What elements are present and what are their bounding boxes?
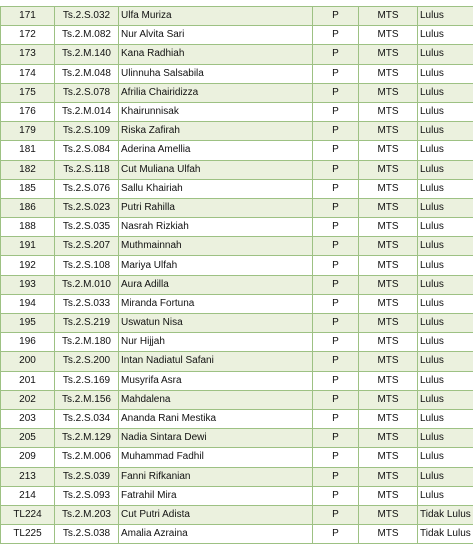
cell-gender: P [313, 83, 359, 102]
cell-school: MTS [359, 448, 418, 467]
cell-code: Ts.2.S.023 [55, 198, 119, 217]
cell-number: 195 [1, 314, 55, 333]
cell-number: 191 [1, 237, 55, 256]
cell-school: MTS [359, 256, 418, 275]
cell-number: 174 [1, 64, 55, 83]
cell-gender: P [313, 352, 359, 371]
cell-school: MTS [359, 409, 418, 428]
cell-school: MTS [359, 141, 418, 160]
cell-code: Ts.2.M.010 [55, 275, 119, 294]
cell-number: 193 [1, 275, 55, 294]
cell-gender: P [313, 26, 359, 45]
cell-gender: P [313, 45, 359, 64]
table-row [1, 83, 473, 102]
cell-number: 181 [1, 141, 55, 160]
table-row [1, 371, 473, 390]
cell-code: Ts.2.S.038 [55, 525, 119, 544]
cell-gender: P [313, 218, 359, 237]
cell-school: MTS [359, 179, 418, 198]
cell-code: Ts.2.M.006 [55, 448, 119, 467]
cell-school: MTS [359, 7, 418, 26]
cell-school: MTS [359, 352, 418, 371]
cell-name: Nasrah Rizkiah [119, 218, 313, 237]
cell-status: Tidak Lulus [418, 505, 473, 524]
cell-gender: P [313, 525, 359, 544]
cell-code: Ts.2.S.200 [55, 352, 119, 371]
cell-name: Afrilia Chairidizza [119, 83, 313, 102]
cell-school: MTS [359, 45, 418, 64]
cell-code: Ts.2.M.082 [55, 26, 119, 45]
table-row [1, 160, 473, 179]
cell-gender: P [313, 448, 359, 467]
cell-school: MTS [359, 64, 418, 83]
cell-status: Lulus [418, 352, 473, 371]
cell-code: Ts.2.M.014 [55, 102, 119, 121]
table-row [1, 256, 473, 275]
cell-school: MTS [359, 198, 418, 217]
cell-status: Lulus [418, 467, 473, 486]
cell-school: MTS [359, 102, 418, 121]
table-row [1, 179, 473, 198]
cell-name: Nadia Sintara Dewi [119, 429, 313, 448]
cell-code: Ts.2.S.118 [55, 160, 119, 179]
cell-gender: P [313, 409, 359, 428]
cell-code: Ts.2.M.203 [55, 505, 119, 524]
cell-gender: P [313, 179, 359, 198]
cell-number: 194 [1, 294, 55, 313]
cell-status: Lulus [418, 45, 473, 64]
cell-name: Ulfa Muriza [119, 7, 313, 26]
cell-school: MTS [359, 333, 418, 352]
cell-status: Lulus [418, 409, 473, 428]
cell-school: MTS [359, 467, 418, 486]
cell-gender: P [313, 122, 359, 141]
cell-school: MTS [359, 505, 418, 524]
cell-number: 192 [1, 256, 55, 275]
cell-code: Ts.2.S.207 [55, 237, 119, 256]
cell-gender: P [313, 333, 359, 352]
cell-number: 203 [1, 409, 55, 428]
cell-number: 176 [1, 102, 55, 121]
cell-school: MTS [359, 275, 418, 294]
cell-school: MTS [359, 525, 418, 544]
cell-gender: P [313, 390, 359, 409]
results-table-body [1, 0, 473, 544]
table-row [1, 409, 473, 428]
table-row [1, 525, 473, 544]
cell-number: 205 [1, 429, 55, 448]
table-row [1, 45, 473, 64]
cell-code: Ts.2.S.078 [55, 83, 119, 102]
cell-name: Putri Rahilla [119, 198, 313, 217]
table-row [1, 141, 473, 160]
table-row [1, 7, 473, 26]
cell-number: TL225 [1, 525, 55, 544]
cell-school: MTS [359, 83, 418, 102]
cell-code: Ts.2.S.035 [55, 218, 119, 237]
cell-number: 196 [1, 333, 55, 352]
cell-number: 188 [1, 218, 55, 237]
cell-code: Ts.2.S.093 [55, 486, 119, 505]
cell-code: Ts.2.S.169 [55, 371, 119, 390]
cell-code: Ts.2.S.219 [55, 314, 119, 333]
table-row [1, 122, 473, 141]
cell-number: 172 [1, 26, 55, 45]
cell-gender: P [313, 314, 359, 333]
cell-gender: P [313, 7, 359, 26]
table-row [1, 429, 473, 448]
cell-status: Lulus [418, 275, 473, 294]
cell-code: Ts.2.S.039 [55, 467, 119, 486]
table-row [1, 390, 473, 409]
cell-gender: P [313, 275, 359, 294]
cell-gender: P [313, 294, 359, 313]
cell-status: Lulus [418, 333, 473, 352]
cell-name: Ulinnuha Salsabila [119, 64, 313, 83]
cell-name: Cut Muliana Ulfah [119, 160, 313, 179]
cell-code: Ts.2.S.076 [55, 179, 119, 198]
cell-status: Lulus [418, 237, 473, 256]
cell-gender: P [313, 505, 359, 524]
cell-code: Ts.2.S.084 [55, 141, 119, 160]
cell-name: Nur Hijjah [119, 333, 313, 352]
cell-status: Lulus [418, 218, 473, 237]
cell-gender: P [313, 371, 359, 390]
cell-code: Ts.2.S.032 [55, 7, 119, 26]
cell-status: Lulus [418, 179, 473, 198]
cell-gender: P [313, 237, 359, 256]
cell-number: 173 [1, 45, 55, 64]
cell-gender: P [313, 102, 359, 121]
cell-name: Aderina Amellia [119, 141, 313, 160]
table-row [1, 467, 473, 486]
table-row [1, 102, 473, 121]
cell-name: Amalia Azraina [119, 525, 313, 544]
table-row [1, 333, 473, 352]
table-row [1, 237, 473, 256]
cell-code: Ts.2.M.156 [55, 390, 119, 409]
table-row [1, 314, 473, 333]
cell-school: MTS [359, 314, 418, 333]
cell-code: Ts.2.S.034 [55, 409, 119, 428]
cell-number: 209 [1, 448, 55, 467]
cell-number: 179 [1, 122, 55, 141]
cell-gender: P [313, 160, 359, 179]
cell-name: Mahdalena [119, 390, 313, 409]
cell-name: Intan Nadiatul Safani [119, 352, 313, 371]
cell-code: Ts.2.M.180 [55, 333, 119, 352]
cell-school: MTS [359, 294, 418, 313]
cell-name: Mariya Ulfah [119, 256, 313, 275]
cell-gender: P [313, 256, 359, 275]
cell-gender: P [313, 429, 359, 448]
cell-status: Lulus [418, 429, 473, 448]
cell-status: Lulus [418, 64, 473, 83]
cell-status: Lulus [418, 7, 473, 26]
cell-number: 202 [1, 390, 55, 409]
cell-status: Lulus [418, 448, 473, 467]
cell-status: Tidak Lulus [418, 525, 473, 544]
cell-name: Fatrahil Mira [119, 486, 313, 505]
cell-code: Ts.2.S.033 [55, 294, 119, 313]
cell-gender: P [313, 64, 359, 83]
cell-name: Musyrifa Asra [119, 371, 313, 390]
cell-name: Cut Putri Adista [119, 505, 313, 524]
cell-gender: P [313, 486, 359, 505]
cell-number: 171 [1, 7, 55, 26]
cell-name: Miranda Fortuna [119, 294, 313, 313]
cell-name: Muhammad Fadhil [119, 448, 313, 467]
cell-status: Lulus [418, 102, 473, 121]
table-row [1, 352, 473, 371]
table-row [1, 26, 473, 45]
table-row [1, 218, 473, 237]
cell-school: MTS [359, 371, 418, 390]
cell-number: 182 [1, 160, 55, 179]
cell-school: MTS [359, 429, 418, 448]
cell-number: 200 [1, 352, 55, 371]
table-row [1, 448, 473, 467]
cell-name: Ananda Rani Mestika [119, 409, 313, 428]
cell-code: Ts.2.S.108 [55, 256, 119, 275]
cell-number: TL224 [1, 505, 55, 524]
cell-number: 185 [1, 179, 55, 198]
table-row [1, 275, 473, 294]
cell-name: Aura Adilla [119, 275, 313, 294]
cell-status: Lulus [418, 83, 473, 102]
cell-status: Lulus [418, 486, 473, 505]
cell-number: 186 [1, 198, 55, 217]
cell-school: MTS [359, 218, 418, 237]
table-row [1, 294, 473, 313]
cell-status: Lulus [418, 141, 473, 160]
table-row [1, 64, 473, 83]
cell-gender: P [313, 141, 359, 160]
cell-name: Muthmainnah [119, 237, 313, 256]
cell-name: Uswatun Nisa [119, 314, 313, 333]
cell-school: MTS [359, 237, 418, 256]
cell-school: MTS [359, 486, 418, 505]
cell-name: Kana Radhiah [119, 45, 313, 64]
cell-name: Nur Alvita Sari [119, 26, 313, 45]
cell-code: Ts.2.M.140 [55, 45, 119, 64]
cell-school: MTS [359, 122, 418, 141]
cell-status: Lulus [418, 294, 473, 313]
cell-status: Lulus [418, 26, 473, 45]
cell-gender: P [313, 467, 359, 486]
table-row [1, 505, 473, 524]
cell-status: Lulus [418, 160, 473, 179]
cell-status: Lulus [418, 314, 473, 333]
cell-school: MTS [359, 160, 418, 179]
table-row [1, 198, 473, 217]
cell-number: 214 [1, 486, 55, 505]
cell-name: Sallu Khairiah [119, 179, 313, 198]
cell-number: 201 [1, 371, 55, 390]
cell-status: Lulus [418, 122, 473, 141]
cell-name: Riska Zafirah [119, 122, 313, 141]
cell-status: Lulus [418, 198, 473, 217]
cell-name: Khairunnisak [119, 102, 313, 121]
cell-gender: P [313, 198, 359, 217]
cell-school: MTS [359, 390, 418, 409]
cell-status: Lulus [418, 390, 473, 409]
cell-code: Ts.2.M.129 [55, 429, 119, 448]
cell-name: Fanni Rifkanian [119, 467, 313, 486]
cell-code: Ts.2.S.109 [55, 122, 119, 141]
cell-code: Ts.2.M.048 [55, 64, 119, 83]
cell-number: 175 [1, 83, 55, 102]
cell-status: Lulus [418, 371, 473, 390]
cell-number: 213 [1, 467, 55, 486]
cell-school: MTS [359, 26, 418, 45]
cell-status: Lulus [418, 256, 473, 275]
table-row [1, 486, 473, 505]
